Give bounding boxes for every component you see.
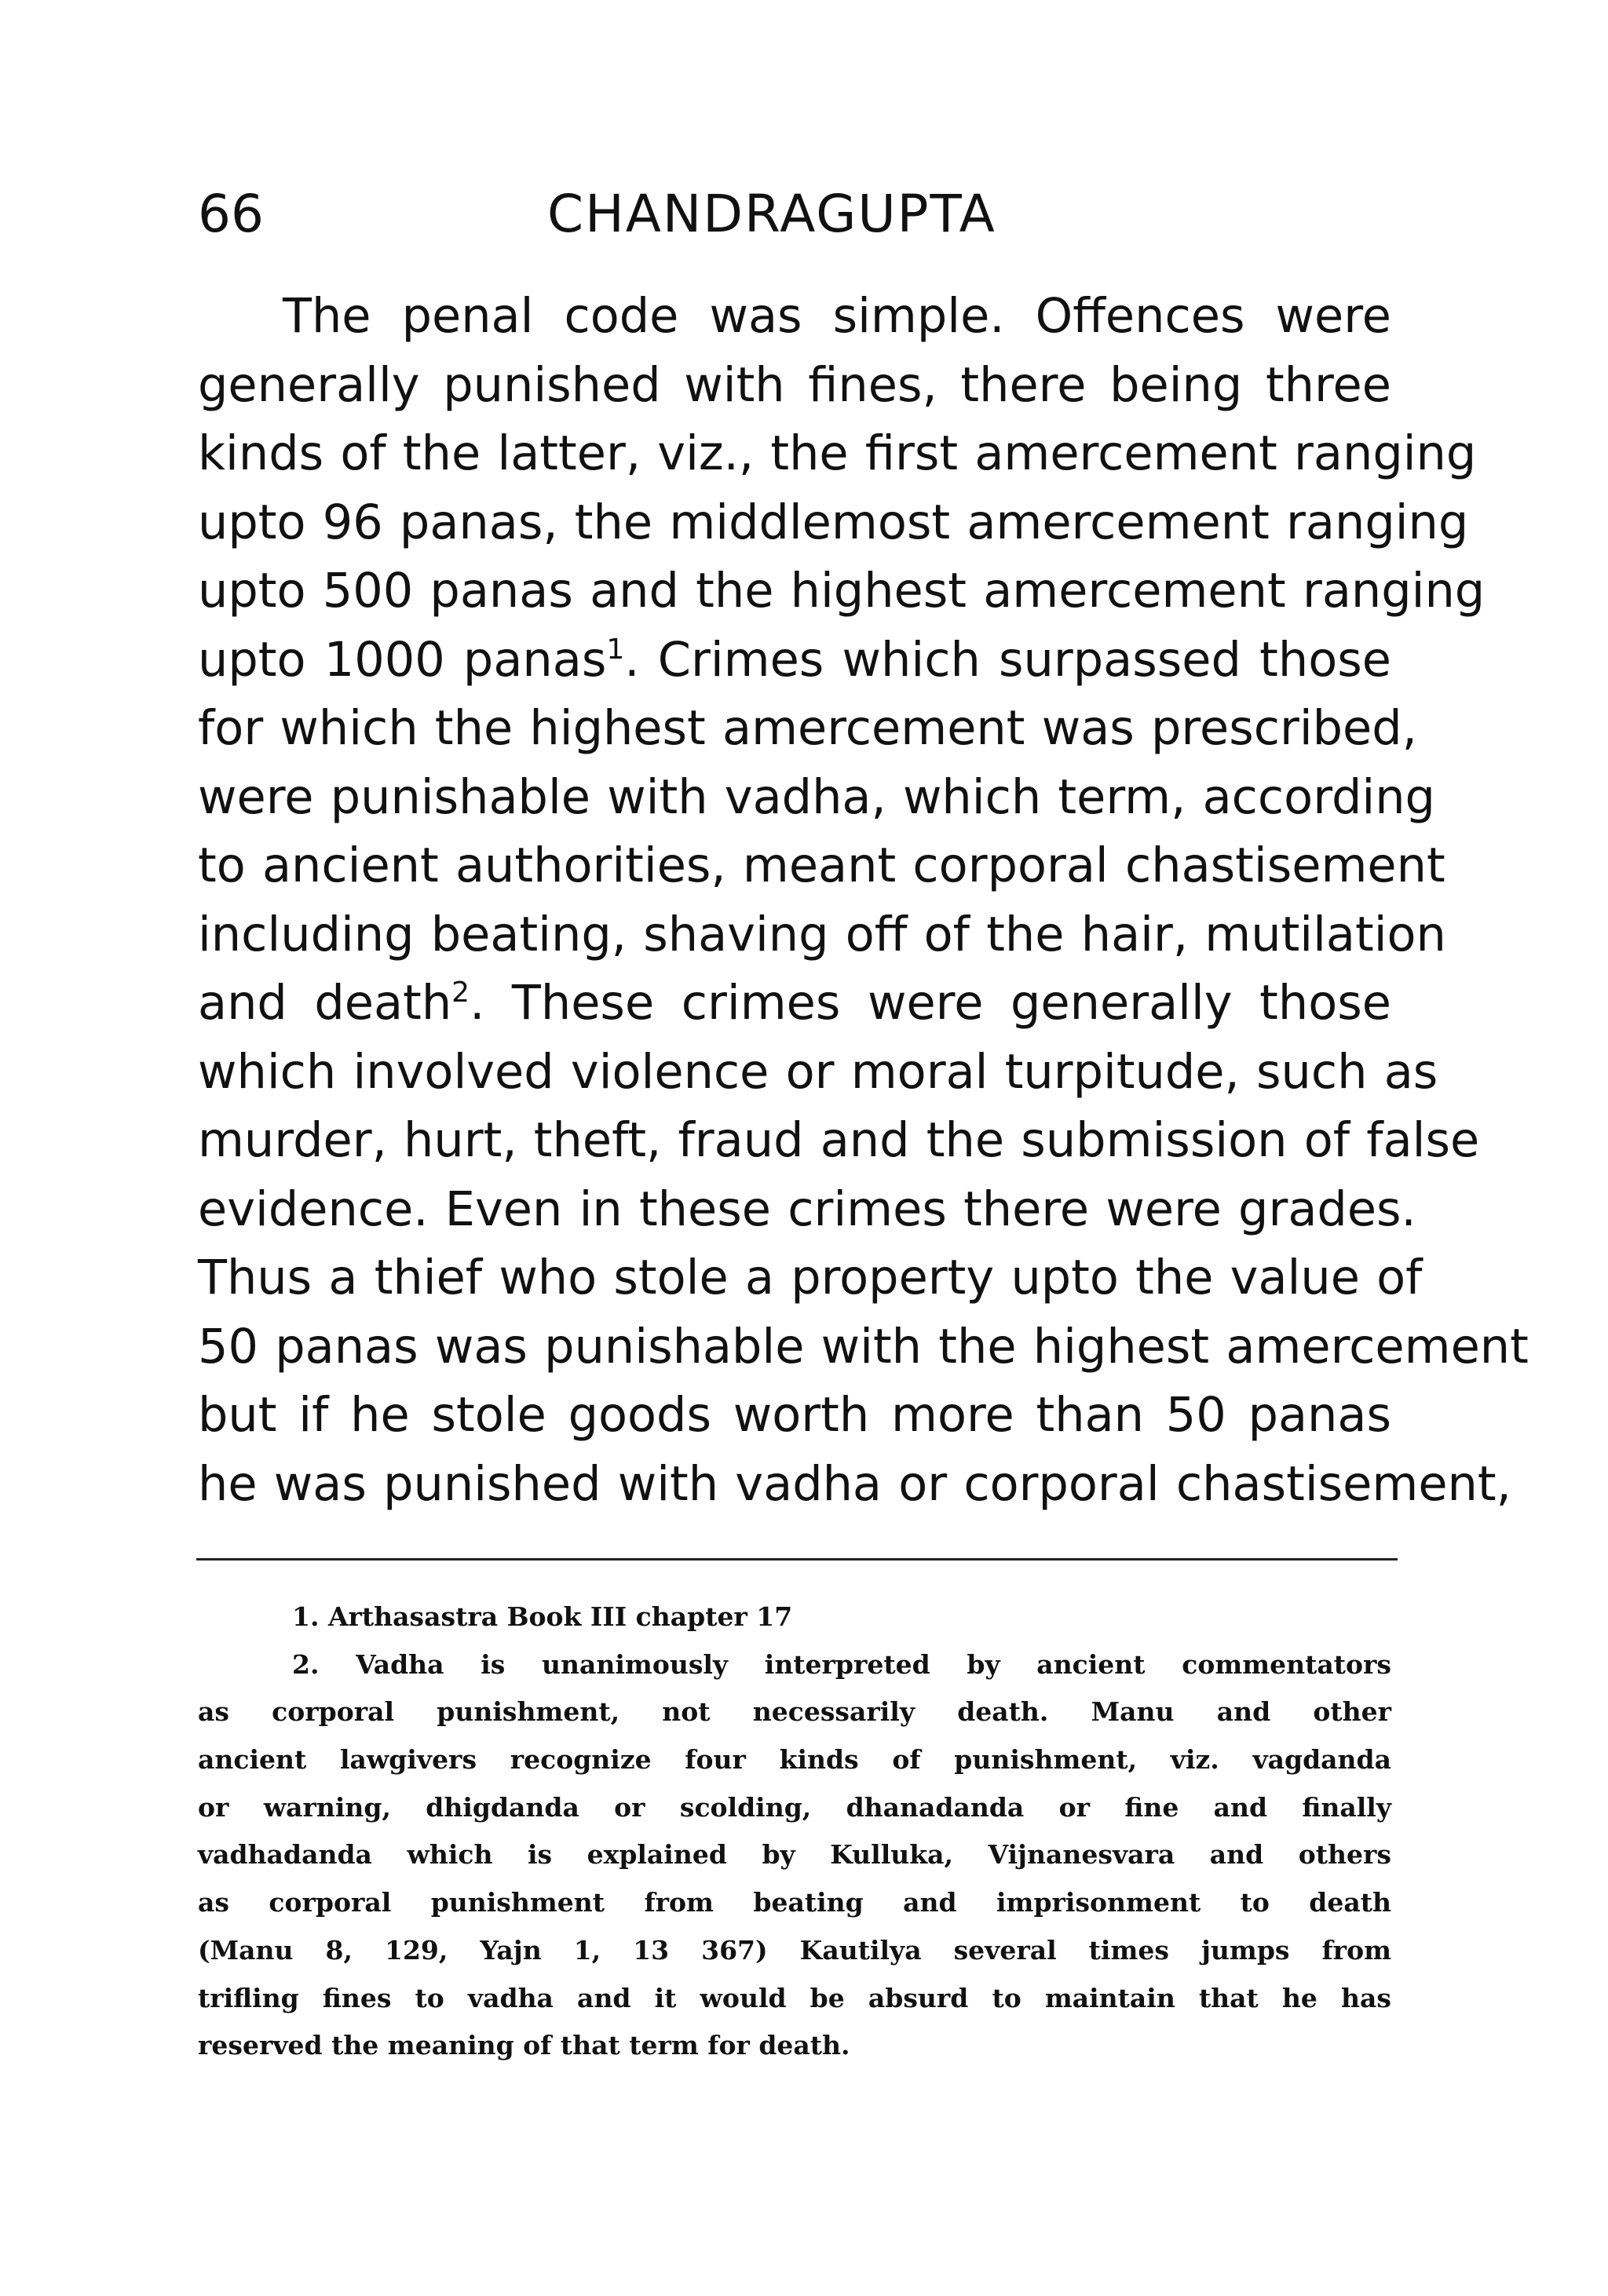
footnote-line: as corporal punishment, not necessarily death. Manu and other (198, 1696, 1391, 1728)
main-paragraph (198, 283, 1529, 1519)
footnote-line: as corporal punishment from beating and imprisonment to death (198, 1887, 1391, 1918)
paragraph-line: Thus a thief who stole a property upto the value of (198, 1250, 1423, 1305)
paragraph-line: which involved violence or moral turpitude, such as (198, 1044, 1438, 1100)
paragraph-line: were punishable with vadha, which term, according (198, 769, 1435, 825)
footnote-line: ancient lawgivers recognize four kinds of punishment, viz. vagdanda (198, 1744, 1391, 1776)
paragraph-line: to ancient authorities, meant corporal chastisement (198, 838, 1445, 893)
paragraph-line: upto 96 panas, the middlemost amercement ranging (198, 495, 1469, 550)
paragraph-line: but if he stole goods worth more than 50 panas (198, 1388, 1391, 1443)
line-lead: upto 1000 panas (198, 632, 607, 688)
paragraph-line: upto 1000 panas$^1$. Crimes which surpassed those (198, 632, 1391, 688)
footnote-line: trifling fines to vadha and it would be absurd to maintain that he has (198, 1982, 1391, 2013)
line-rest: Crimes which surpassed those (657, 632, 1391, 688)
paragraph-line: kinds of the latter, viz., the first amercement ranging (198, 426, 1477, 481)
paragraph-line: generally punished with fines, there being three (198, 357, 1391, 413)
paragraph-line: and death$^2$. These crimes were generally those (198, 976, 1391, 1031)
footnote-line: (Manu 8, 129, Yajn 1, 13 367) Kautilya several times jumps from (198, 1934, 1391, 1966)
paragraph-line: including beating, shaving off of the hair, mutilation (198, 907, 1446, 962)
footnote-ref: 2 (451, 976, 470, 1009)
footnote-divider (196, 1558, 1398, 1560)
paragraph-line: for which the highest amercement was prescribed, (198, 701, 1417, 756)
paragraph-line: murder, hurt, theft, fraud and the submission of false (198, 1113, 1480, 1168)
page-number: 66 (198, 184, 264, 244)
footnote-line: or warning, dhigdanda or scolding, dhanadanda or fine and finally (198, 1791, 1391, 1823)
footnotes (198, 1593, 1391, 2070)
paragraph-line: evidence. Even in these crimes there were grades. (198, 1181, 1416, 1237)
line-rest: These crimes were generally those (511, 976, 1391, 1031)
page-header (198, 179, 1391, 250)
footnote-line: 2. Vadha is unanimously interpreted by ancient commentators (292, 1648, 1391, 1680)
line-lead: and death (198, 976, 452, 1031)
paragraph-line: The penal code was simple. Offences were (283, 289, 1391, 344)
paragraph-line: upto 500 panas and the highest amercement ranging (198, 564, 1486, 619)
running-title: CHANDRAGUPTA (547, 184, 996, 244)
footnote-line: 1. Arthasastra Book III chapter 17 (292, 1601, 793, 1632)
footnote-ref: 1 (606, 633, 625, 666)
paragraph-line: 50 panas was punishable with the highest amercement (198, 1319, 1529, 1374)
paragraph-line: he was punished with vadha or corporal chastisement, (198, 1456, 1511, 1512)
footnote-line: vadhadanda which is explained by Kulluka, Vijnanesvara and others (198, 1839, 1391, 1871)
footnote-line: reserved the meaning of that term for death. (198, 2030, 850, 2061)
